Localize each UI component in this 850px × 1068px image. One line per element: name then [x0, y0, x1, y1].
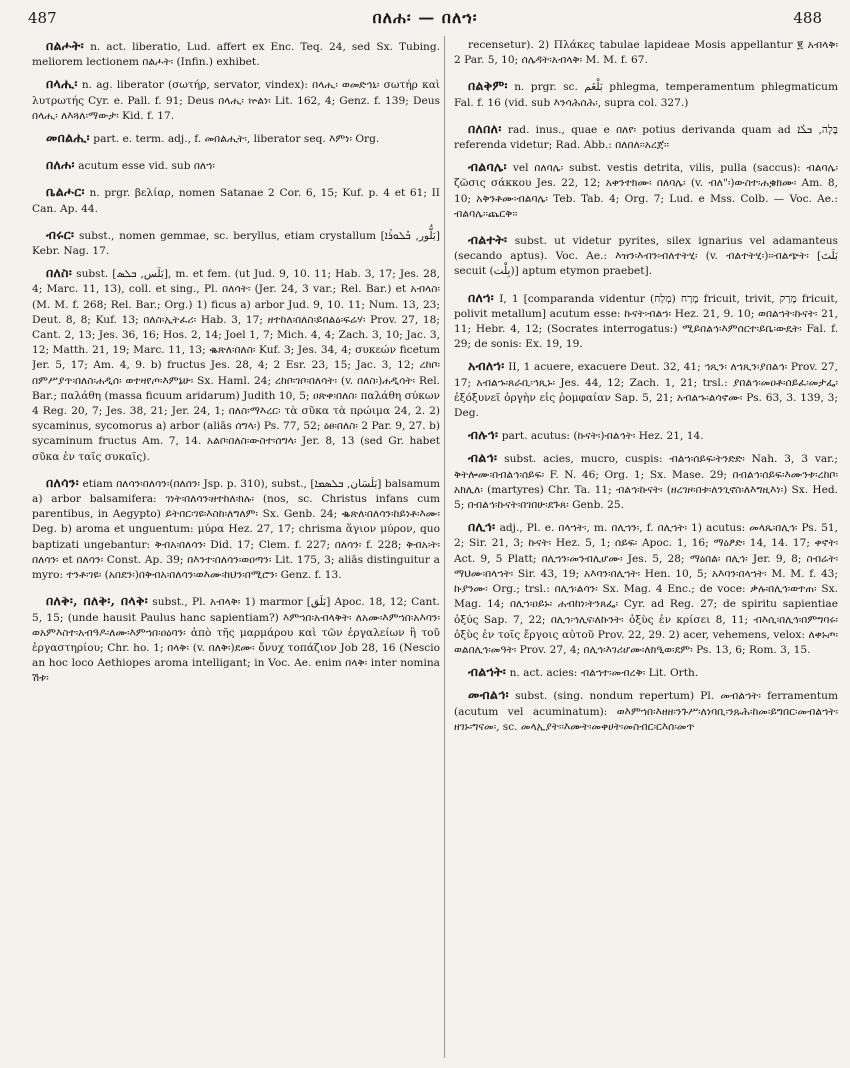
entry-headword: በለሳን፡	[46, 474, 80, 490]
dictionary-entry	[32, 475, 440, 583]
dictionary-entry	[454, 121, 838, 153]
dictionary-entry	[454, 290, 838, 353]
left-page-number: 487	[28, 9, 57, 27]
dictionary-entry	[32, 227, 440, 259]
right-page-number: 488	[793, 9, 822, 27]
entry-definition: rad. inus., quae e በለየ፡ potius derivanda quam ad בָּלָה, ܒܠܳܐ referenda videtur; Rad. Abb.: በለበለ፡፡አረጀ፡፡	[454, 123, 838, 152]
entry-definition: subst., nomen gemmae, sc. beryllus, etiam crystallum [بَلُّور, ܒܶܠܘܪܳܐ] Kebr. Nag. 17.	[32, 229, 440, 258]
right-column	[454, 38, 838, 1060]
dictionary-entry	[454, 358, 838, 421]
entry-headword: ብልባሌ፡	[468, 159, 507, 175]
entry-definition: subst. acies, mucro, cuspis: ብልኀ፡ሰይፍ፡ትንድድ፡ Nah. 3, 3 var.; ቅትሎሙ፡በብልኅ፡ሰይፍ፡ F. N. 46; Org. 1; Sx. Mase. 29; በብልኅ፡ሰይፍ፡እሙንቱ፡ረከቦ፡አክሊለ፡ (martyres) Chr. Ta. 11; ብልኅ፡ኩናት፡ (ዘረገዞ፡በቱ፡ለንጊኖስ፡ለእግዚእነ፡) Sx. Hed. 5; በብልኅ፡ኩናት፡በገበሁ፡ደጉጸ፡ Genb. 25.	[454, 453, 838, 512]
entry-definition: adj., Pl. e. በላኀት፡, m. በሊኀን፡, f. በሊኀት፡ 1) acutus: መላጼ፡በሊኅ፡ Ps. 51, 2; Sir. 21, 3; ኩናት፡ Hez. 5, 1; ሰይፍ፡ Apoc. 1, 16; ማዕፆድ፡ 14, 14. 17; ቀኖት፡ Act. 9, 5 Platt; በሊኀን፡መንብሊሆሙ፡ Jes. 5, 28; ማዕበል፡ በሊኅ፡ Jer. 9, 8; ስብሬት፡ማህሙ፡በላኀት፡ Sir. 43, 19; አእባን፡በሊኀት፡ Hen. 10, 5; አእባን፡በላኀት፡ M. M. f. 43; ኩያንሙ፡ Org.; trsl.: በሊኅ፡ልሳን፡ Sx. Mag. 4 Enc.; de voce: ቃሉ፡በሊኅ፡ወተጠ፡ Sx. Mag. 14; በሊኀ፡ዐይኑ፡ ሐብከነ፡ትንጸፌ፡ Cyr. ad Reg. 27; de spiritu sapientiae ὀξύς Sap. 7, 22; በሊኅ፡ኅሊና፡ለኩንት፡ ὀξὺς ἐν κρίσει 8, 11; ብእሲ፡በሊኅ፡በምግባሩ፡ ὀξὺς ἐν τοῖς ἔργοις αὐτοῦ Prov. 22, 29. 2) acer, vehemens, velox: ለቀኑጦ፡ወልበሊኅ፡መዓት፡ Prov. 27, 4; በሊኅ፡እገሪሆሙ፡ለክዒወ፡ደም፡ Ps. 13, 6; Rom. 3, 15.	[454, 522, 838, 656]
dictionary-entry	[32, 265, 440, 465]
dictionary-entry	[32, 184, 440, 216]
entry-definition: part. acutus: (ኩናት፡)ብልኅት፡ Hez. 21, 14.	[501, 430, 704, 443]
entry-headword: ብሉኅ፡	[468, 427, 499, 443]
entry-headword: ብሩር፡	[46, 226, 75, 242]
left-column	[32, 38, 440, 1060]
running-title: በለሐ፡ — በለኀ፡	[372, 8, 478, 27]
entry-headword: በለበለ፡	[468, 120, 502, 136]
dictionary-entry	[454, 664, 838, 681]
entry-headword: በለቅ፡, በለቅ፡, በላቅ፡	[46, 593, 149, 609]
entry-definition: subst. ut videtur pyrites, silex ignarius vel adamanteus (secando aptus). Voc. Ae.: እዝን፡እብን፡ብለተትሂ፡ (v. ብልተትሂ፡)፡፡ብልጭት፡ [بَلَتَ secuit (بِلْت)] aptum etymon praebet].	[454, 235, 838, 278]
dictionary-entry	[32, 38, 440, 70]
entry-definition: n. ag. liberator (σωτήρ, servator, vindex): በላሒ፡ ወመድኅኒ፡ σωτήρ καὶ λυτρωτής Cyr. e. Pall. f. 91; Deus በላሒ፡ ኵልነ፡ Lit. 162, 4; Genz. f. 139; Deus በላሒ፡ ለእጓለ፡ማውታ፡ Kid. f. 17.	[32, 79, 440, 122]
dictionary-entry	[454, 427, 838, 444]
entry-headword: በላሒ፡	[46, 76, 78, 92]
entry-definition: recensetur). 2) Πλάκες tabulae lapideae Mosis appellantur ፪ አብላቅ፡ 2 Par. 5, 10; ሰሌዳት፡አብላቅ፡ M. M. f. 67.	[454, 39, 838, 67]
dictionary-entry	[454, 450, 838, 513]
entry-headword: መብልኅ፡	[468, 687, 509, 703]
dictionary-entry	[32, 130, 440, 147]
entry-definition: II, 1 acuere, exacuere Deut. 32, 41; ኅጺን፡ ለኀጺን፡ያበልኅ፡ Prov. 27, 17; አብልኁ፡ጸራቢ፡ኅጺኑ፡ Jes. 44, 12; Zach. 1, 21; trsl.: ያበልኅ፡መዐቶ፡ሰይፈ፡መታፌ፡ ἐξόξυνεῖ ὀργὴν εἰς ῥομφαίαν Sap. 5, 21; አብልኁ፡ልሳኖሙ፡ Ps. 63, 3. 139, 3; Deg.	[454, 361, 838, 420]
entry-definition: part. e. term. adj., f. መበልሒት፡, liberator seq. እምነ፡ Org.	[93, 133, 380, 146]
dictionary-entry	[454, 519, 838, 658]
entry-definition: I, 1 [comparanda videntur מָרַח (מְלַח) fricuit, trivit, מָרַק fricuit, polivit metallum] acutum esse: ኩናት፡ብልኀ፡ Hez. 21, 9. 10; ወበልኀት፡ኩናት፡ 21, 11; Hebr. 4, 12; (Socrates interrogatus:) ሚይበልኅ፡እምሰርተ፡ይቤ፡ውዴት፡ Fal. f. 29; de sonis: Ex. 19, 19.	[454, 292, 838, 351]
column-divider	[444, 36, 445, 1058]
entry-headword: አብለኀ፡	[468, 358, 505, 374]
entry-headword: መበልሒ፡	[46, 130, 90, 146]
entry-definition: subst., Pl. አብላቅ፡ 1) marmor [بَلَق] Apoc. 18, 12; Cant. 5, 15; (unde hausit Paulus hanc sapientiam?) እምኀበ፡አብላቅት፡ ለአሙ፡እምኀበ፡አእባን፡ወአምእስተ፡አብዓዶ፡ለሙ፡እምኀበ፡ዐዕባን፡ ἀπὸ τῆς μαρμάρου καὶ τῶν ἐργαλείων ἢ τοῦ ἐργαστηρίου; Chr. ho. 1; በላቅ፡ (v. በለቅ፡)ደሙ፡ ὄνυχ τοπάζιον Job 28, 16 (Nescio an hoc loco Aethiopes aroma intelligant; in Voc. Ae. enim በላቅ፡ inter nomina ሽቱ፡	[32, 596, 440, 685]
entry-headword: ብልኅ፡	[468, 450, 498, 466]
entry-headword: በለሐ፡	[46, 157, 75, 173]
entry-definition: etiam በለሳን፡በለሳን፡(በለሰን፡ Jsp. p. 310), subst., [بَلَسَان, ܒܠܣܡܐ] balsamum a) arbor balsamifera: ገነት፡በለሳን፡ዘተከለ፡ክሉ፡ (nos, sc. Christus infans cum parentibus, in Aegypto) ይትበር፡ገዩ፡እስከ፡ለግለም፡ Sx. Genb. 24; ቈጽለ፡በለሳን፡ከይነቶ፡እሙ፡ Deg. b) aroma et unguentum: μύρα Hez. 27, 17; chrisma ἅγιον μύρον, quo baptizati ungebantur: ቅብአ፡በለሳን፡ Did. 17; Clem. f. 227; በለሳን፡ f. 228; ቅብአ፡ት፡በለሳን፡ et በለሳን፡ Const. Ap. 39; በእንተ፡በለሳን፡ወዐጣን፡ Lit. 175, 3; aliās distinguitur a myro: ተንቶ፡ገዩ፡ (አበደን፡)በቅብአ፡በለሳን፡ወእሙ፡ከህን፡በሚሮን፡ Genz. f. 13.	[32, 477, 440, 582]
entry-definition: n. prgr. βελίαρ, nomen Satanae 2 Cor. 6, 15; Kuf. p. 4 et 61; II Can. Ap. 44.	[32, 187, 440, 215]
entry-definition: acutum esse vid. sub በለኀ፡	[78, 160, 215, 173]
dictionary-entry	[454, 232, 838, 280]
dictionary-entry	[32, 157, 440, 174]
dictionary-entry	[32, 593, 440, 686]
entry-headword: ቤልሖር፡	[46, 184, 85, 200]
dictionary-entry	[454, 38, 838, 68]
entry-headword: በልሖት፡	[46, 38, 85, 53]
running-header	[28, 6, 822, 30]
dictionary-entry	[454, 159, 838, 222]
dictionary-entry	[454, 687, 838, 735]
entry-headword: ብልኀት፡	[468, 664, 507, 680]
entry-definition: n. act. acies: ብልኀተ፡መብረቅ፡ Lit. Orth.	[509, 667, 699, 680]
dictionary-entry	[32, 76, 440, 124]
dictionary-entry	[454, 78, 838, 110]
entry-definition: vel በለባሌ፡ subst. vestis detrita, vilis, pulla (saccus): ብልባሌ፡ ζῶσις σάκκου Jes. 22, 12; አቀንተክሙ፡ በለባሌ፡ (v. ብለ"፡)ውስተ፡ሐቌክሙ፡ Am. 8, 10; አቅንቶሙ፡ብልባሌ፡ Teb. Tab. 4; Org. 7; Lud. e Mss. Colb. — Voc. Ae.: ብልባሌ፡፡ጨርቅ፡፡	[454, 162, 838, 220]
entry-headword: በሊኅ፡	[468, 519, 496, 535]
entry-headword: በለስ፡	[46, 265, 73, 281]
entry-definition: subst. (sing. nondum repertum) Pl. መብልኀት፡ ferramentum (acutum vel acuminatum): ወእምኀበ፡እዘዘ፡ንጉሥ፡ለነባቢ፡ንጹሕ፡ከመ፡ይግበር፡መብልኀት፡ ዘገኑ፡ግናመ፡, sc. መላኢያት፡፡እሙት፡መቀሀት፡መስብር፡ርእሰ፡መጥ	[454, 690, 838, 733]
entry-definition: n. act. liberatio, Lud. affert ex Enc. Teq. 24, sed Sx. Tubing. meliorem lectionem በልሖት፡ (Infin.) exhibet.	[32, 41, 440, 69]
entry-headword: በልቅም፡	[468, 78, 508, 94]
entry-definition: subst. [بَلَس, ܒܠܣ], m. et fem. (ut Jud. 9, 10. 11; Hab. 3, 17; Jes. 28, 4; Marc. 11, 13), coll. et sing., Pl. በለሳት፡ (Jer. 24, 3 var.; Rel. Bar.) et አብላስ፡ (M. M. f. 268; Rel. Bar.; Org.) 1) ficus a) arbor Jud. 9, 10. 11; Num. 13, 23; Deut. 8, 8; Kuf. 13; በለስ፡ኢትፈሪ፡ Hab. 3, 17; ዘተከለ፡በለስ፡ይበልዕ፡ፍሬሃ፡ Prov. 27, 18; Cant. 2, 13; Jes. 36, 16; Hos. 2, 14; Joel 1, 7; Mich. 4, 4; Zach. 3, 10; Jac. 3, 12; Matth. 21, 19; Marc. 11, 13; ቈጽለ፡በለስ፡ Kuf. 3; Jes. 34, 4; συκεών ficetum Jer. 5, 17; Am. 4, 9. b) fructus Jes. 28, 4; 2 Esr. 23, 15; Jac. 3, 12; ረከቦ፡በምሥያጥ፡በለስ፡ሐዲሰ፡ ወተዛየጦ፡እምኔሁ፡ Sx. Haml. 24; ረከቦ፡ገቦ፡በለሳት፡ (v. በለስ፡)ሐዲሳት፡ Rel. Bar.; παλάθη (massa ficuum aridarum) Judith 10, 5; ዐጽቀ፡በለስ፡ παλάθη σύκων 4 Reg. 20, 7; Jes. 38, 21; Jer. 24, 1; በለስ፡ማእረር፡ τὰ σῦκα τὰ πρώιμα 24, 2. 2) sycaminus, sycomorus a) arbor (aliās ሰግላ፡) Ps. 77, 52; ዕፀ፡በለስ፡ 2 Par. 9, 27. b) sycaminum fructus Am. 7, 14. አልቦ፡በለስ፡ውስተ፡ሰግላ፡ Jer. 8, 13 (sed Gr. habet σῦκα ἐν ταῖς συκαῖς).	[32, 268, 440, 463]
entry-definition: n. prgr. sc. بَلْغَم phlegma, temperamentum phlegmaticum Fal. f. 16 (vid. sub እንሳሕሰሕ፡, supra col. 327.)	[454, 81, 838, 109]
entry-headword: በለኀ፡	[468, 289, 495, 305]
entry-headword: ብልተት፡	[468, 232, 508, 248]
